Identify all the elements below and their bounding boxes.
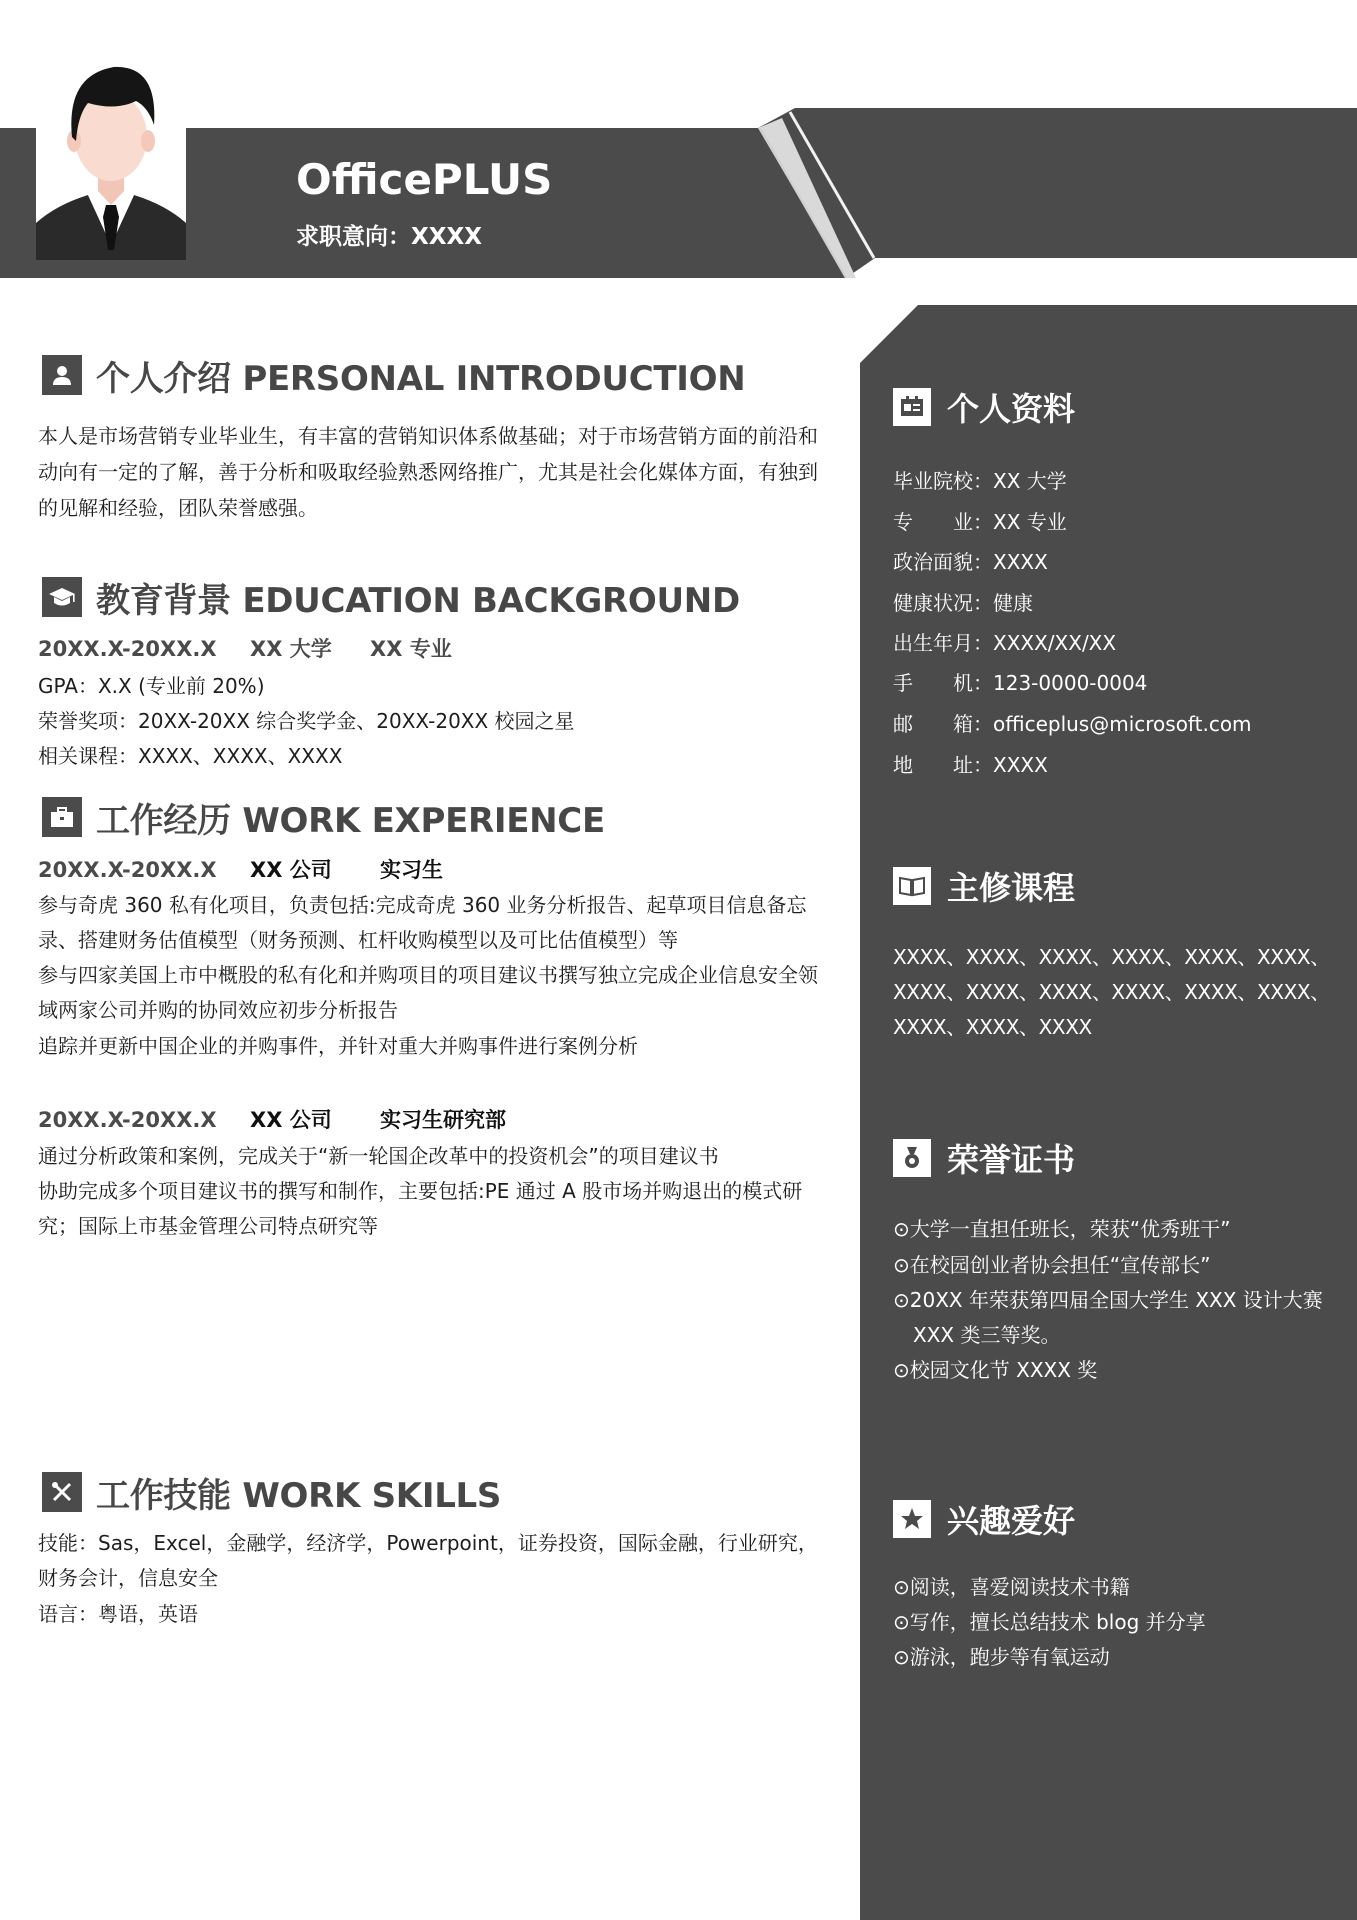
education-awards: 荣誉奖项：20XX-20XX 综合奖学金、20XX-20XX 校园之星 — [38, 709, 575, 733]
star-icon — [893, 1500, 931, 1538]
intro-text: 本人是市场营销专业毕业生，有丰富的营销知识体系做基础；对于市场营销方面的前沿和动向有一定的了解，善于分析和吸取经验熟悉网络推广，尤其是社会化媒体方面，有独到的见解和经验，团队荣誉感强。 — [38, 424, 818, 520]
graduation-cap-icon — [42, 577, 82, 617]
medal-icon — [893, 1139, 931, 1177]
profile-row: 政治面貌：XXXX — [893, 550, 1048, 574]
job-2-desc-2: 协助完成多个项目建议书的撰写和制作，主要包括:PE 通过 A 股市场并购退出的模式研究；国际上市基金管理公司特点研究等 — [38, 1179, 803, 1238]
work-title: 工作经历 WORK EXPERIENCE — [96, 800, 605, 841]
hobbies-title: 兴趣爱好 — [947, 1502, 1076, 1540]
job-1-summary — [38, 853, 443, 887]
candidate-name: OfficePLUS — [296, 155, 553, 204]
job-2-role: 实习生研究部 — [380, 1108, 506, 1132]
education-school: XX 大学 — [250, 637, 332, 661]
job-1-company: XX 公司 — [250, 858, 332, 882]
header-band — [0, 0, 1357, 290]
job-1-role: 实习生 — [380, 858, 443, 882]
hobby-item: ⊙阅读，喜爱阅读技术书籍 — [893, 1575, 1130, 1599]
profile-row: 地 址：XXXX — [893, 753, 1048, 777]
education-title: 教育背景 EDUCATION BACKGROUND — [96, 580, 740, 621]
job-intent: 求职意向：XXXX — [296, 224, 482, 250]
courses-heading — [893, 864, 1075, 908]
person-icon — [36, 45, 186, 260]
job-1-period: 20XX.X-20XX.X — [38, 858, 217, 882]
book-icon — [893, 867, 931, 905]
education-heading — [42, 575, 740, 619]
tools-icon — [42, 1472, 82, 1512]
profile-row: 手 机：123-0000-0004 — [893, 671, 1148, 695]
education-major: XX 专业 — [370, 637, 452, 661]
profile-title: 个人资料 — [947, 390, 1076, 428]
education-summary — [38, 632, 452, 666]
honor-item: ⊙20XX 年荣获第四届全国大学生 XXX 设计大赛 XXX 类三等奖。 — [893, 1288, 1323, 1347]
profile-row: 毕业院校：XX 大学 — [893, 469, 1067, 493]
profile-row: 邮 箱：officeplus@microsoft.com — [893, 712, 1252, 736]
user-icon — [42, 355, 82, 395]
intro-title: 个人介绍 PERSONAL INTRODUCTION — [96, 358, 746, 399]
profile-row: 健康状况：健康 — [893, 591, 1033, 615]
education-courses: 相关课程：XXXX、XXXX、XXXX — [38, 744, 343, 768]
job-1-desc-2: 参与四家美国上市中概股的私有化和并购项目的项目建议书撰写独立完成企业信息安全领域两家公司并购的协同效应初步分析报告 — [38, 963, 818, 1022]
work-heading — [42, 795, 605, 839]
profile-row: 出生年月：XXXX/XX/XX — [893, 631, 1117, 655]
honors-heading — [893, 1136, 1075, 1180]
honor-item: ⊙在校园创业者协会担任“宣传部长” — [893, 1253, 1211, 1277]
honors-title: 荣誉证书 — [947, 1141, 1076, 1179]
job-1-desc-1: 参与奇虎 360 私有化项目，负责包括:完成奇虎 360 业务分析报告、起草项目信息备忘录、搭建财务估值模型（财务预测、杠杆收购模型以及可比估值模型）等 — [38, 893, 807, 952]
hobby-item: ⊙写作，擅长总结技术 blog 并分享 — [893, 1610, 1206, 1634]
intro-heading — [42, 353, 745, 397]
job-1-desc-3: 追踪并更新中国企业的并购事件，并针对重大并购事件进行案例分析 — [38, 1034, 638, 1058]
honor-item: ⊙大学一直担任班长，荣获“优秀班干” — [893, 1217, 1231, 1241]
skills-languages: 语言：粤语，英语 — [38, 1602, 198, 1626]
courses-list: XXXX、XXXX、XXXX、XXXX、XXXX、XXXX、XXXX、XXXX、XXXX、XXXX、XXXX、XXXX、XXXX、XXXX、XXXX — [893, 945, 1330, 1039]
briefcase-icon — [42, 797, 82, 837]
education-period: 20XX.X-20XX.X — [38, 637, 217, 661]
skills-list: 技能：Sas，Excel，金融学，经济学，Powerpoint，证券投资，国际金融，行业研究，财务会计，信息安全 — [38, 1531, 818, 1590]
profile-row: 专 业：XX 专业 — [893, 510, 1067, 534]
hobby-item: ⊙游泳，跑步等有氧运动 — [893, 1645, 1110, 1669]
job-2-period: 20XX.X-20XX.X — [38, 1108, 217, 1132]
job-2-company: XX 公司 — [250, 1108, 332, 1132]
id-card-icon — [893, 388, 931, 426]
hobbies-heading — [893, 1497, 1075, 1541]
avatar — [36, 45, 186, 260]
email-link[interactable]: officeplus@microsoft.com — [993, 712, 1252, 736]
skills-title: 工作技能 WORK SKILLS — [96, 1475, 502, 1516]
courses-title: 主修课程 — [947, 869, 1076, 907]
skills-heading — [42, 1470, 501, 1514]
honor-item: ⊙校园文化节 XXXX 奖 — [893, 1358, 1098, 1382]
job-2-summary — [38, 1103, 506, 1137]
job-2-desc-1: 通过分析政策和案例，完成关于“新一轮国企改革中的投资机会”的项目建议书 — [38, 1144, 719, 1168]
profile-heading — [893, 385, 1075, 429]
education-gpa: GPA：X.X (专业前 20%) — [38, 674, 265, 698]
